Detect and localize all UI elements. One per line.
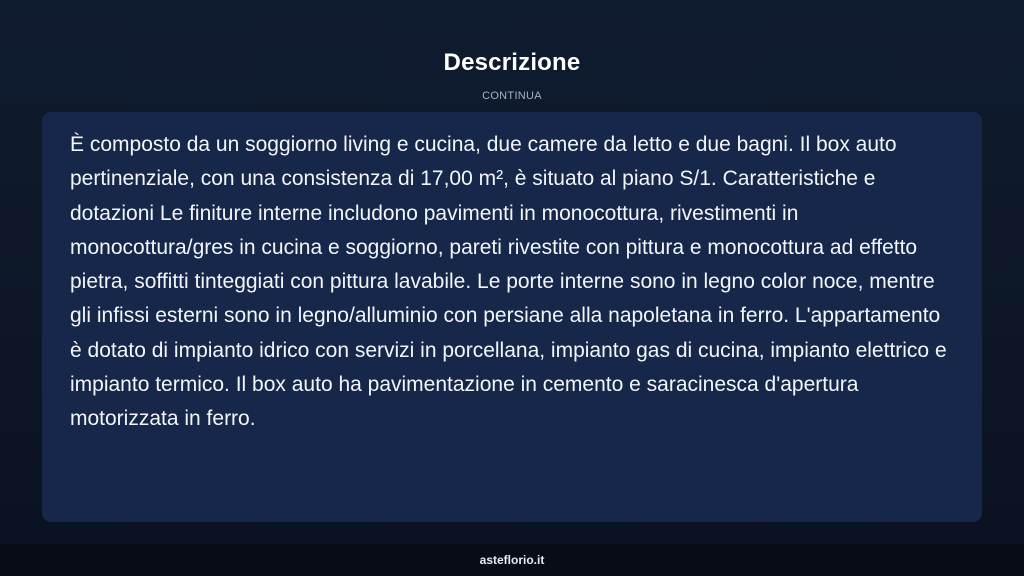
description-text: È composto da un soggiorno living e cucina, due camere da letto e due bagni. Il box auto pertinenziale, con una consistenza di 17,00 m², è situato al piano S/1. Caratteristiche e dotazioni Le finiture interne includono pavimenti in monocottura, rivestimenti in monocottura/gres in cucina e soggiorno, pareti rivestite con pittura e monocottura ad effetto pietra, soffitti tinteggiati con pittura lavabile. Le porte interne sono in legno color noce, mentre gli infissi esterni sono in legno/alluminio con persiane alla napoletana in ferro. L'appartamento è dotato di impianto idrico con servizi in porcellana, impianto gas di cucina, impianto elettrico e impianto termico. Il box auto ha pavimentazione in cemento e saracinesca d'apertura motorizzata in ferro. [70, 133, 947, 431]
page-title: Descrizione [443, 49, 581, 76]
footer [0, 544, 1024, 576]
site-name: asteflorio.it [479, 553, 545, 567]
description-card [42, 112, 982, 522]
continue-label: CONTINUA [482, 90, 542, 102]
